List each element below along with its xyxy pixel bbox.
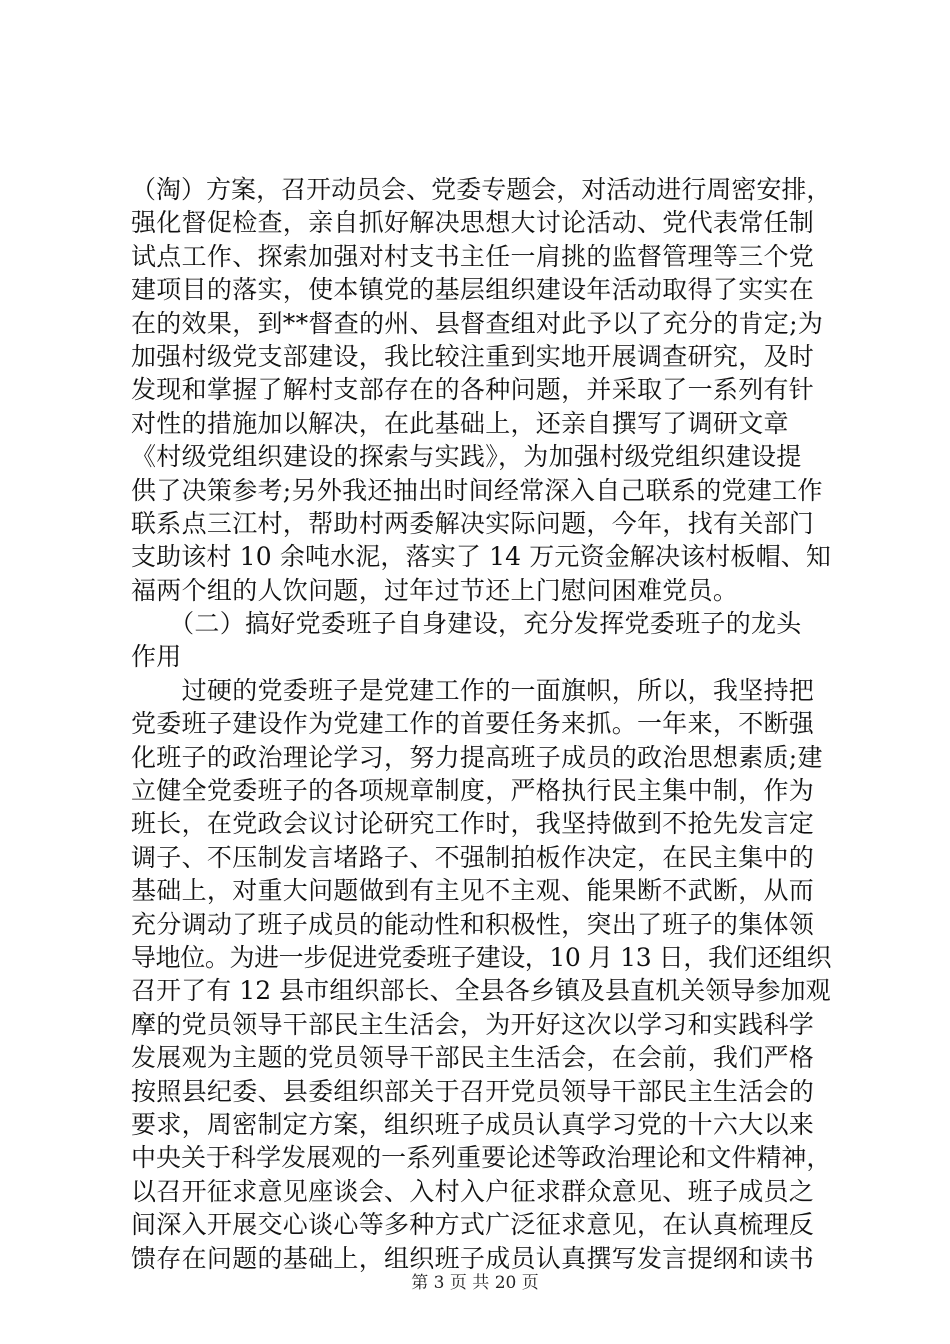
text-line: 充分调动了班子成员的能动性和积极性，突出了班子的集体领 xyxy=(131,909,815,939)
text-line: 调子、不压制发言堵路子、不强制拍板作决定，在民主集中的 xyxy=(131,842,815,872)
text-line: 过硬的党委班子是党建工作的一面旗帜，所以，我坚持把 xyxy=(131,675,815,705)
text-line: 《村级党组织建设的探索与实践》，为加强村级党组织建设提 xyxy=(131,442,802,472)
text-line: 供了决策参考;另外我还抽出时间经常深入自己联系的党建工作 xyxy=(131,475,823,505)
text-line: 试点工作、探索加强对村支书主任一肩挑的监督管理等三个党 xyxy=(131,241,815,271)
text-line: 导地位。为进一步促进党委班子建设，10 月 13 日，我们还组织 xyxy=(131,942,832,972)
text-line: 加强村级党支部建设，我比较注重到实地开展调查研究，及时 xyxy=(131,341,815,371)
text-line: 支助该村 10 余吨水泥，落实了 14 万元资金解决该村板帽、知 xyxy=(131,542,832,572)
text-line: （淘）方案，召开动员会、党委专题会，对活动进行周密安排， xyxy=(131,175,832,204)
text-line: 对性的措施加以解决，在此基础上，还亲自撰写了调研文章 xyxy=(131,408,789,438)
body-text xyxy=(131,173,831,1275)
text-line: 摩的党员领导干部民主生活会，为开好这次以学习和实践科学 xyxy=(131,1009,815,1039)
text-line: 发展观为主题的党员领导干部民主生活会，在会前，我们严格 xyxy=(131,1043,815,1073)
text-line: 要求，周密制定方案，组织班子成员认真学习党的十六大以来 xyxy=(131,1109,815,1139)
text-line: 按照县纪委、县委组织部关于召开党员领导干部民主生活会的 xyxy=(131,1076,815,1106)
text-line: 发现和掌握了解村支部存在的各种问题，并采取了一系列有针 xyxy=(131,375,815,405)
text-line: 党委班子建设作为党建工作的首要任务来抓。一年来，不断强 xyxy=(131,709,815,739)
text-line: 化班子的政治理论学习，努力提高班子成员的政治思想素质;建 xyxy=(131,742,823,772)
text-line: 立健全党委班子的各项规章制度，严格执行民主集中制，作为 xyxy=(131,776,815,806)
text-line: 在的效果，到**督查的州、县督查组对此予以了充分的肯定;为 xyxy=(131,308,824,338)
text-line: 联系点三江村，帮助村两委解决实际问题，今年，找有关部门 xyxy=(131,508,815,538)
text-line: 召开了有 12 县市组织部长、全县各乡镇及县直机关领导参加观 xyxy=(131,976,831,1006)
text-line: 以召开征求意见座谈会、入村入户征求群众意见、班子成员之 xyxy=(131,1176,815,1206)
text-line: 强化督促检查，亲自抓好解决思想大讨论活动、党代表常任制 xyxy=(131,208,815,238)
text-line: （二）搞好党委班子自身建设，充分发挥党委班子的龙头 xyxy=(131,609,802,639)
text-line: 建项目的落实，使本镇党的基层组织建设年活动取得了实实在 xyxy=(131,275,815,305)
text-line: 中央关于科学发展观的一系列重要论述等政治理论和文件精神， xyxy=(131,1143,832,1173)
text-line: 班长，在党政会议讨论研究工作时，我坚持做到不抢先发言定 xyxy=(131,809,815,839)
text-line: 馈存在问题的基础上，组织班子成员认真撰写发言提纲和读书 xyxy=(131,1243,815,1273)
page-number-footer: 第 3 页 共 20 页 xyxy=(411,1273,539,1293)
text-line: 间深入开展交心谈心等多种方式广泛征求意见，在认真梳理反 xyxy=(131,1210,815,1240)
text-line: 作用 xyxy=(131,642,182,672)
text-line: 福两个组的人饮问题，过年过节还上门慰问困难党员。 xyxy=(131,575,739,605)
text-line: 基础上，对重大问题做到有主见不主观、能果断不武断，从而 xyxy=(131,876,815,906)
